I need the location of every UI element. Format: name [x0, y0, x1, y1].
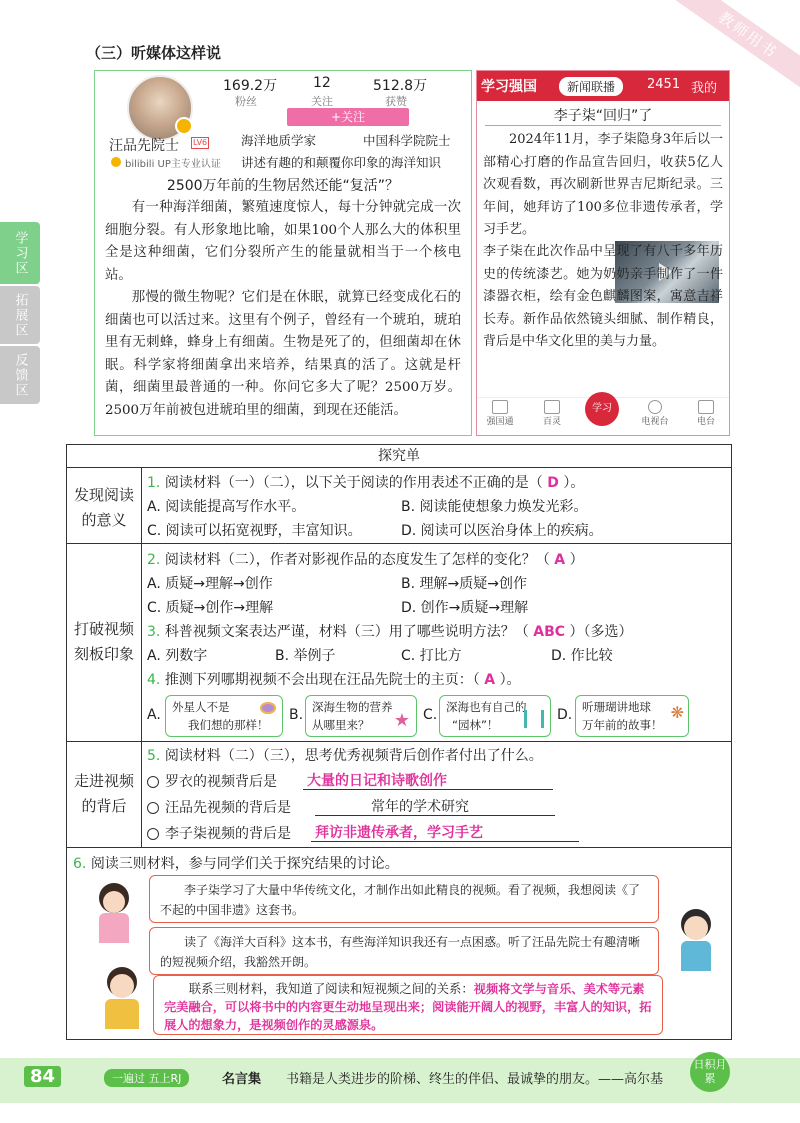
q4-option-a-card[interactable] — [165, 695, 283, 737]
left-article-paragraph-2: 那慢的微生物呢？它们是在休眠，就算已经变成化石的细菌也可以活过来。这里有个例子，曾经有一个琥珀，琥珀里有无刺蜂，蜂身上有细菌。生物是死了的，但细菌却在休眠。科学家将细菌拿出来培养，结果真的活了。这就是杆菌，细菌里最普通的一种。你问它多大了呢？2500万岁。2500万年前被包进琥珀里的细菌，到现在还能活。 — [105, 290, 461, 418]
q1-option-a[interactable]: A. 阅读能提高写作水平。 — [147, 499, 306, 515]
q4-c-line2: “园林”！ — [452, 718, 499, 732]
q5-line-1 — [147, 771, 277, 791]
q3-close: ）（多选） — [569, 624, 633, 640]
q3-option-c[interactable]: C. 打比方 — [401, 648, 462, 664]
q1-emphasis: 不正确 — [458, 475, 501, 491]
q4-option-b-letter: B. — [289, 707, 304, 723]
radio-icon — [698, 400, 714, 414]
bubble-3-answer[interactable]: 视频将文学与音乐、美术等元素完美融合，可以将书中的内容更生动地呈现出来；阅读能开阔人的视野，丰富人的知识，拓展人的想象力，是视频创作的灵感源泉。 — [164, 982, 652, 1032]
q4-option-d-card[interactable] — [575, 695, 689, 737]
q1-option-d[interactable]: D. 阅读可以医治身体上的疾病。 — [401, 523, 603, 539]
q4-option-b-card[interactable] — [305, 695, 417, 737]
girl-avatar — [91, 883, 137, 945]
q3-option-a[interactable]: A. 列数字 — [147, 648, 208, 664]
q4-text-b: 出现在汪品先院士的主页：（ — [304, 672, 480, 688]
profile-tag-2: 中国科学院院士 — [363, 133, 451, 148]
row-label-stereotype: 打破视频刻板印象 — [73, 620, 134, 663]
nav-radio[interactable] — [689, 400, 723, 427]
side-tab-extend-label: 拓展区 — [12, 292, 28, 338]
q4-d-line1: 听珊瑚讲地球 — [582, 700, 651, 714]
nav-study[interactable] — [585, 392, 619, 426]
question-6 — [73, 853, 399, 873]
q5-line-2 — [147, 797, 291, 817]
q5-number: 5. — [147, 748, 161, 764]
stat-fans-value: 169.2万 — [223, 78, 278, 94]
stat-likes-label: 获赞 — [385, 95, 407, 108]
coral-plant-icon — [524, 710, 544, 728]
starfish-icon: ★ — [393, 710, 410, 731]
tab-news[interactable]: 新闻联播 — [559, 77, 623, 96]
teacher-edition-ribbon: 教师用书 — [659, 0, 800, 103]
news-paragraph-1: 2024年11月，李子柒隐身3年后以一部精心打磨的作品宣告回归，收获5亿人次观看数，再次刷新世界吉尼斯纪录。三年间，她拜访了100多位非遗传承者，学习手艺。 — [483, 132, 723, 237]
daily-badge: 日积月累 — [690, 1052, 730, 1092]
stat-likes-value: 512.8万 — [373, 78, 428, 94]
quote-label: 名言集 — [222, 1072, 262, 1087]
profile-name: 汪品先院士 — [109, 138, 179, 154]
q5-text: 阅读材料（二）（三），思考优秀视频背后创作者付出了什么。 — [164, 748, 543, 764]
page-footer — [0, 1058, 800, 1103]
q4-option-c-letter: C. — [423, 707, 438, 723]
q4-option-d-letter: D. — [557, 707, 573, 723]
q3-option-b[interactable]: B. 举例子 — [275, 648, 336, 664]
nav-bailing[interactable] — [535, 400, 569, 427]
nav-label: 电台 — [696, 417, 715, 427]
nav-qiangguotong[interactable] — [483, 400, 517, 427]
news-app-panel — [476, 70, 730, 436]
q5-answer-1[interactable]: 大量的日记和诗歌创作 — [307, 773, 447, 789]
q3-answer[interactable]: ABC — [533, 624, 566, 640]
nav-label: 强国通 — [486, 417, 514, 427]
bubble-2-text: 读了《海洋大百科》这本书，有些海洋知识我还有一点困惑。听了汪品先院士有趣清晰的短视频介绍，我豁然开朗。 — [160, 935, 641, 969]
q4-a-line2: 我们想的那样！ — [188, 718, 269, 732]
bubble-1-text: 李子柒学习了大量中华传统文化，才制作出如此精良的视频。看了视频，我想阅读《了不起的中国非遗》这套书。 — [160, 883, 641, 917]
q3-number: 3. — [147, 624, 161, 640]
q3-text: 科普视频文案表达严谨，材料（三）用了哪些说明方法？（ — [164, 624, 529, 640]
verify-text: bilibili UP主专业认证 — [125, 159, 221, 170]
q4-close: ）。 — [499, 672, 521, 688]
profile-panel — [94, 70, 472, 436]
question-1 — [147, 472, 584, 492]
q5-answer-2[interactable]: 常年的学术研究 — [371, 799, 469, 815]
q1-answer[interactable]: D — [547, 475, 559, 491]
q5-label-1: 罗衣的视频背后是 — [165, 774, 277, 790]
row-label-behind: 走进视频的背后 — [73, 772, 134, 815]
profile-desc: 讲述有趣的和颠覆你印象的海洋知识 — [241, 155, 442, 170]
book-series: 一遍过 五上RJ — [104, 1069, 189, 1087]
q2-answer[interactable]: A — [554, 552, 566, 568]
q6-text: 阅读三则材料，参与同学们关于探究结果的讨论。 — [90, 856, 399, 872]
headline-underline — [485, 125, 721, 126]
q4-a-line1: 外星人不是 — [172, 700, 230, 714]
q2-option-d[interactable]: D. 创作→质疑→理解 — [401, 600, 529, 616]
app-logo: 学习强国 — [481, 79, 537, 95]
q5-label-2: 汪品先视频的背后是 — [165, 800, 291, 816]
speech-bubble-1 — [149, 875, 659, 923]
q4-number: 4. — [147, 672, 161, 688]
q4-answer[interactable]: A — [484, 672, 496, 688]
q2-close: ） — [569, 552, 584, 568]
coral-icon: ❋ — [670, 703, 684, 722]
side-tab-feedback[interactable] — [0, 346, 40, 404]
question-4 — [147, 669, 521, 689]
side-tab-extend[interactable] — [0, 286, 40, 344]
news-app-nav — [477, 397, 729, 434]
q6-number: 6. — [73, 856, 87, 872]
q4-d-line2: 万年前的故事！ — [582, 718, 663, 732]
tab-me[interactable]: 我的 — [691, 81, 718, 96]
q1-text-c: ）。 — [563, 475, 585, 491]
planet-icon — [260, 702, 276, 714]
q2-number: 2. — [147, 552, 161, 568]
question-2 — [147, 549, 584, 569]
q4-b-line2: 从哪里来？ — [312, 718, 370, 732]
nav-label: 百灵 — [542, 417, 561, 427]
follow-button[interactable]: +关注 — [287, 108, 409, 126]
news-app-header — [477, 71, 729, 101]
verified-badge-icon — [175, 117, 193, 135]
nav-study-label: 学习 — [592, 403, 612, 414]
level-badge: LV6 — [193, 138, 208, 147]
speech-bubble-2 — [149, 927, 659, 975]
bubble-3-lead: 联系三则材料，我知道了阅读和短视频之间的关系： — [188, 981, 474, 996]
quote-text: 书籍是人类进步的阶梯、终生的伴侣、最诚挚的朋友。——高尔基 — [286, 1072, 664, 1087]
side-tab-study[interactable] — [0, 222, 40, 284]
section-title: （三）听媒体这样说 — [86, 44, 222, 62]
circle-bullet-icon — [147, 828, 159, 840]
q1-number: 1. — [147, 475, 161, 491]
worksheet-table — [66, 444, 732, 1040]
q3-option-d[interactable]: D. 作比较 — [551, 648, 613, 664]
stat-follow-label: 关注 — [311, 95, 333, 108]
page-number: 84 — [24, 1066, 61, 1087]
boy-avatar — [673, 909, 719, 973]
news-headline: 李子柒“回归”了 — [553, 108, 653, 124]
nav-label: 电视台 — [641, 417, 669, 427]
side-tab-feedback-label: 反馈区 — [12, 352, 28, 398]
stat-follow-value: 12 — [313, 75, 331, 91]
q5-answer-3[interactable]: 拜访非遗传承者，学习手艺 — [315, 825, 483, 841]
video-icon — [544, 400, 560, 414]
verify-icon — [111, 157, 121, 167]
q4-text-a: 推测下列哪期视频 — [164, 672, 277, 688]
q1-option-c[interactable]: C. 阅读可以拓宽视野，丰富知识。 — [147, 523, 362, 539]
nav-tv[interactable] — [635, 400, 675, 427]
q4-emphasis: 不会 — [276, 672, 305, 688]
chat-icon — [492, 400, 508, 414]
left-article-title: 2500万年前的生物居然还能“复活”？ — [166, 178, 400, 194]
side-tab-study-label: 学习区 — [12, 230, 28, 276]
q1-option-b[interactable]: B. 阅读能使想象力焕发光彩。 — [401, 499, 588, 515]
q4-b-line1: 深海生物的营养 — [312, 700, 393, 714]
q2-option-b[interactable]: B. 理解→质疑→创作 — [401, 576, 527, 592]
worksheet-header: 探究单 — [378, 448, 420, 464]
q5-label-3: 李子柒视频的背后是 — [165, 826, 291, 842]
q1-text-a: 阅读材料（一）（二），以下关于阅读的作用表述 — [164, 475, 459, 491]
stat-fans-label: 粉丝 — [235, 95, 257, 108]
student-avatar — [97, 967, 147, 1033]
row-label-meaning: 发现阅读的意义 — [73, 486, 134, 529]
q4-option-a-letter: A. — [147, 707, 161, 723]
q4-c-line1: 深海也有自己的 — [446, 700, 527, 714]
question-3 — [147, 621, 633, 641]
circle-bullet-icon — [147, 802, 159, 814]
profile-tag-1: 海洋地质学家 — [241, 133, 317, 148]
q2-option-a[interactable]: A. 质疑→理解→创作 — [147, 576, 273, 592]
left-article-paragraph-1: 有一种海洋细菌，繁殖速度惊人，每十分钟就完成一次细胞分裂。有人形象地比喻，如果100个人那么大的体积里全是这种细菌，它们分裂所产生的能量就相当于一个核电站。 — [105, 200, 461, 283]
q2-option-c[interactable]: C. 质疑→创作→理解 — [147, 600, 274, 616]
question-5 — [147, 745, 543, 765]
circle-bullet-icon — [147, 776, 159, 788]
q2-text: 阅读材料（二），作者对影视作品的态度发生了怎样的变化？（ — [164, 552, 550, 568]
q1-text-b: 的是（ — [500, 475, 543, 491]
news-paragraph-2: 李子柒在此次作品中呈现了有八千多年历史的传统漆艺。她为奶奶亲手制作了一件漆器衣柜，绘有金色麒麟图案，寓意吉祥长寿。新作品依然镜头细腻、制作精良，背后是中华文化里的美与力量。 — [483, 244, 723, 349]
speech-bubble-3 — [153, 975, 663, 1035]
q4-option-c-card[interactable] — [439, 695, 551, 737]
tv-play-icon — [648, 400, 662, 414]
notification-count: 2451 — [647, 77, 681, 92]
q5-line-3 — [147, 823, 291, 843]
